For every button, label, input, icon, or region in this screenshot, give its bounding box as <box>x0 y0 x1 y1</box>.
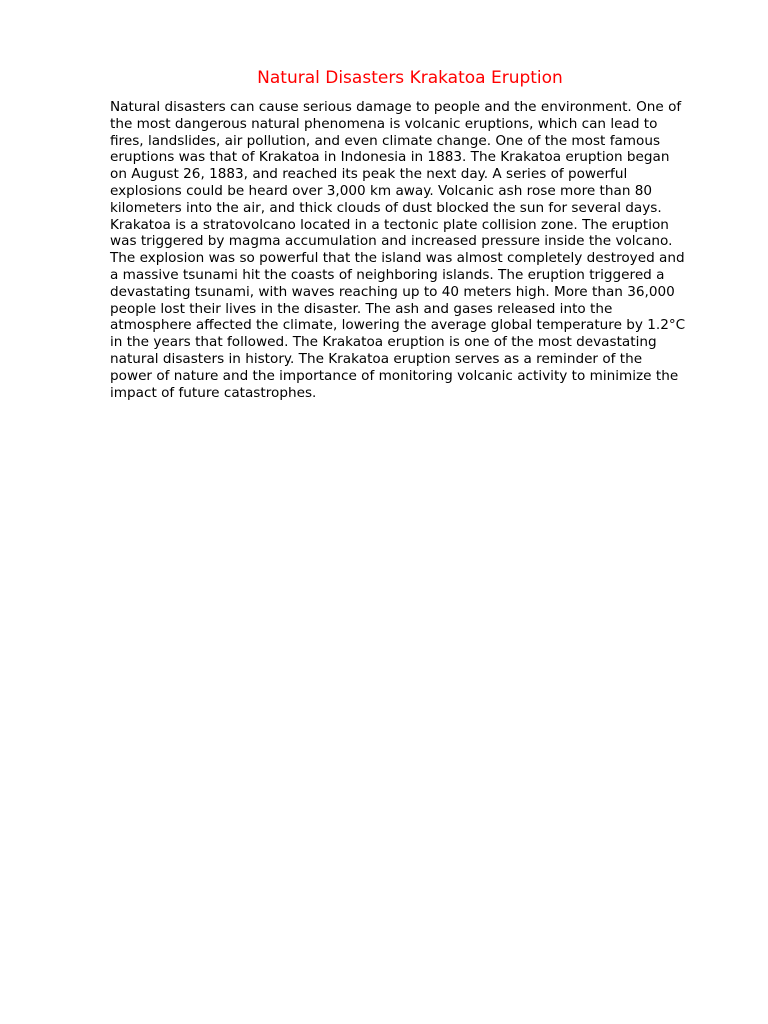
body-line: people lost their lives in the disaster. The ash and gases released into the <box>110 300 613 317</box>
body-line: kilometers into the air, and thick clouds of dust blocked the sun for several days. <box>110 199 662 216</box>
body-line: The explosion was so powerful that the island was almost completely destroyed and <box>110 250 685 267</box>
document-body <box>110 99 730 401</box>
body-line: was triggered by magma accumulation and increased pressure inside the volcano. <box>110 233 673 250</box>
body-line: natural disasters in history. The Krakatoa eruption serves as a reminder of the <box>110 350 643 367</box>
body-line: the most dangerous natural phenomena is volcanic eruptions, which can lead to <box>110 115 658 132</box>
body-line: on August 26, 1883, and reached its peak the next day. A series of powerful <box>110 166 628 183</box>
document-title: Natural Disasters Krakatoa Eruption <box>257 68 563 88</box>
body-line: fires, landslides, air pollution, and even climate change. One of the most famous <box>110 132 661 149</box>
body-line: a massive tsunami hit the coasts of neighboring islands. The eruption triggered a <box>110 266 665 283</box>
body-line: in the years that followed. The Krakatoa eruption is one of the most devastating <box>110 334 657 351</box>
body-line: Natural disasters can cause serious damage to people and the environment. One of <box>110 99 682 115</box>
body-line: atmosphere affected the climate, lowering the average global temperature by 1.2°C <box>110 317 686 334</box>
body-line: Krakatoa is a stratovolcano located in a tectonic plate collision zone. The eruption <box>110 216 669 233</box>
body-line: devastating tsunami, with waves reaching up to 40 meters high. More than 36,000 <box>110 283 675 300</box>
body-line: impact of future catastrophes. <box>110 384 317 401</box>
body-line: power of nature and the importance of monitoring volcanic activity to minimize the <box>110 367 679 384</box>
body-line: eruptions was that of Krakatoa in Indonesia in 1883. The Krakatoa eruption began <box>110 149 670 166</box>
body-line: explosions could be heard over 3,000 km away. Volcanic ash rose more than 80 <box>110 182 653 199</box>
